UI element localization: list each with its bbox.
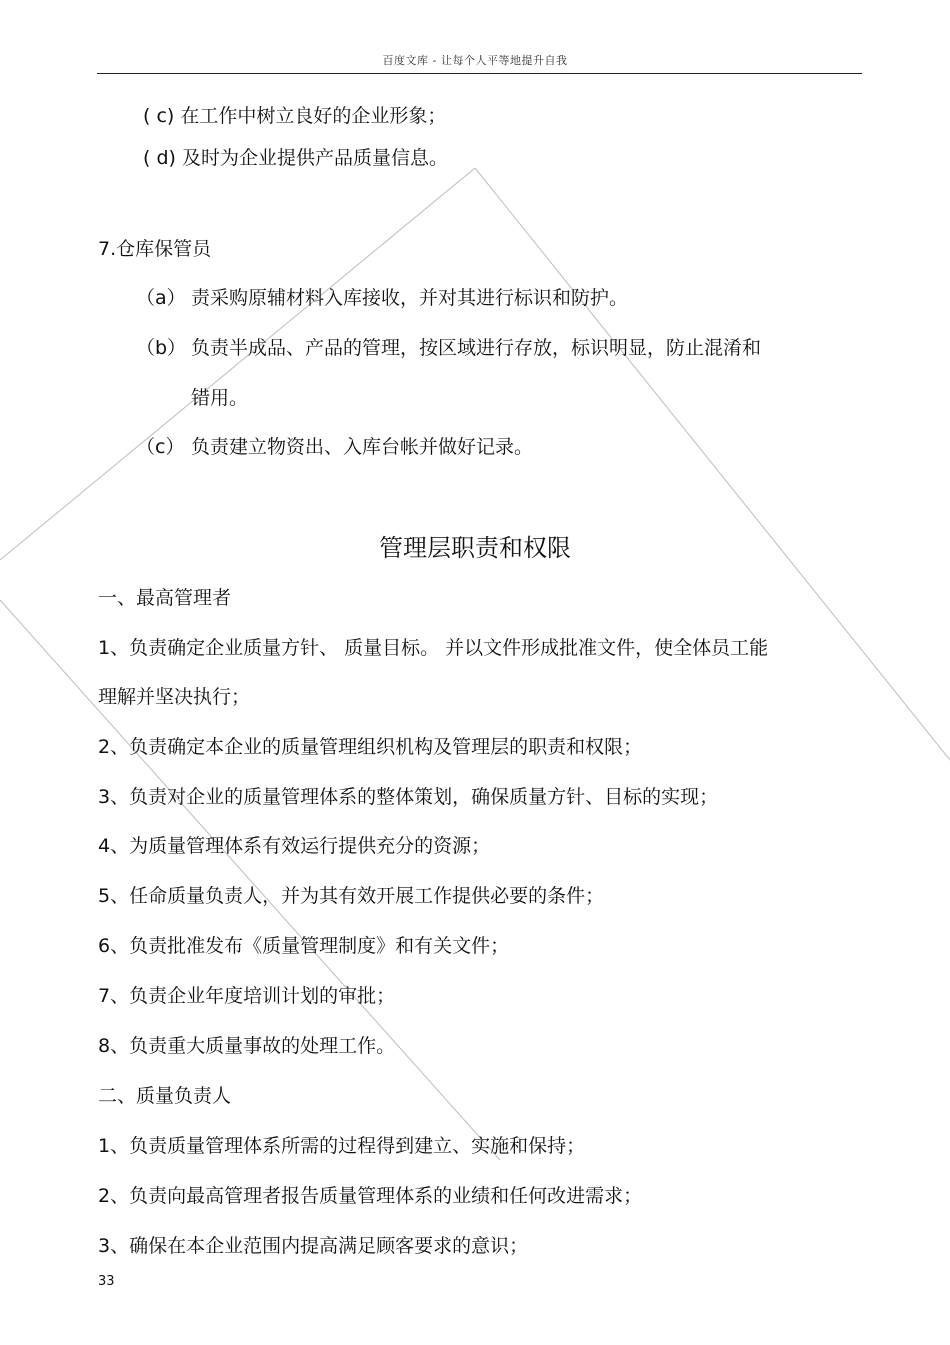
warehouse-marker-c: （c） [136, 436, 185, 458]
top-manager-heading: 一、最高管理者 [98, 587, 232, 609]
page-header: 百度文库 - 让每个人平等地提升自我 [382, 54, 568, 67]
prev-item-d: ( d) 及时为企业提供产品质量信息。 [143, 147, 448, 169]
header-rule [97, 73, 862, 74]
top-manager-item: 6、负责批准发布《质量管理制度》和有关文件； [98, 935, 510, 957]
top-manager-item: 3、负责对企业的质量管理体系的整体策划，确保质量方针、目标的实现； [98, 786, 719, 808]
top-manager-item: 8、负责重大质量事故的处理工作。 [98, 1035, 396, 1057]
top-manager-item: 2、负责确定本企业的质量管理组织机构及管理层的职责和权限； [98, 736, 643, 758]
warehouse-marker-a: （a） [136, 287, 186, 309]
warehouse-item-a: 责采购原辅材料入库接收，并对其进行标识和防护。 [191, 287, 629, 309]
warehouse-item-c: 负责建立物资出、入库台帐并做好记录。 [191, 436, 534, 458]
quality-head-item: 1、负责质量管理体系所需的过程得到建立、实施和保持； [98, 1135, 586, 1157]
top-manager-item: 5、任命质量负责人，并为其有效开展工作提供必要的条件； [98, 885, 605, 907]
warehouse-marker-b: （b） [136, 337, 187, 359]
warehouse-item-b: 负责半成品、产品的管理，按区域进行存放，标识明显，防止混淆和 [191, 337, 762, 359]
page-number: 33 [98, 1274, 115, 1289]
quality-head-item: 2、负责向最高管理者报告质量管理体系的业绩和任何改进需求； [98, 1185, 643, 1207]
top-manager-item: 理解并坚决执行； [98, 686, 251, 708]
top-manager-item: 1、负责确定企业质量方针、 质量目标。 并以文件形成批准文件，使全体员工能 [98, 637, 769, 659]
warehouse-item-b-cont: 错用。 [191, 387, 249, 409]
top-manager-item: 7、负责企业年度培训计划的审批； [98, 985, 396, 1007]
top-manager-item: 4、为质量管理体系有效运行提供充分的资源； [98, 835, 491, 857]
prev-item-c: ( c) 在工作中树立良好的企业形象； [143, 105, 447, 127]
section-title: 管理层职责和权限 [379, 534, 571, 562]
warehouse-heading: 7.仓库保管员 [98, 238, 212, 260]
quality-head-heading: 二、质量负责人 [98, 1085, 232, 1107]
quality-head-item: 3、确保在本企业范围内提高满足顾客要求的意识； [98, 1235, 529, 1257]
